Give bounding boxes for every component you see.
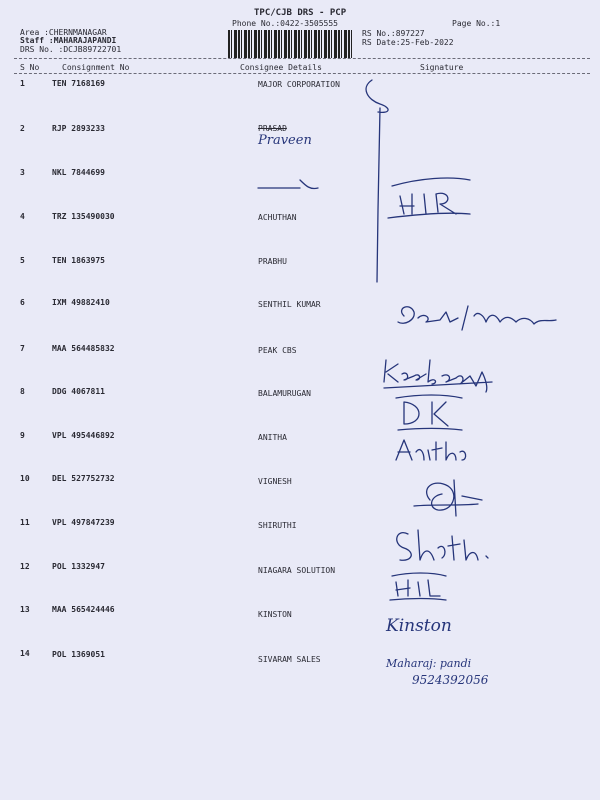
row-consignee: PRABHU [258,257,287,266]
dash-signature [258,180,318,189]
row-consignee: BALAMURUGAN [258,389,311,398]
phone-number: Phone No.:0422-3505555 [232,19,338,28]
row-sno: 9 [20,431,25,440]
row-consignee: VIGNESH [258,477,292,486]
rs-date: RS Date:25-Feb-2022 [362,38,454,47]
rs-number: RS No.:897227 [362,29,425,38]
row-consignee: ANITHA [258,433,287,442]
row-sno: 4 [20,212,25,221]
row-consignment: POL 1332947 [52,562,105,571]
row-consignment: DDG 4067811 [52,387,105,396]
row-consignment: TEN 1863975 [52,256,105,265]
row-consignee: PEAK CBS [258,346,297,355]
row-sno: 6 [20,298,25,307]
drs-number: DRS No. :DCJB89722701 [20,45,122,54]
row-consignment: MAA 564485832 [52,344,115,353]
row-sno: 3 [20,168,25,177]
document-title: TPC/CJB DRS - PCP [254,8,347,18]
senthil-signature [398,306,556,330]
row-consignee: SIVARAM SALES [258,655,321,664]
bracket-signature [366,80,388,282]
row-consignment: DEL 527752732 [52,474,115,483]
col-consignment: Consignment No [62,63,130,72]
handwritten-name: Praveen [258,133,312,148]
row-consignment: RJP 2893233 [52,124,105,133]
col-signature: Signature [420,63,464,72]
row-consignment: TEN 7168169 [52,79,105,88]
anitha-signature [396,440,466,460]
hir-signature [388,178,470,218]
row-sno: 1 [20,79,25,88]
maharajpandi-signature: Maharaj: pandi [386,657,472,670]
row-consignee: ACHUTHAN [258,213,297,222]
dk-signature [396,395,462,430]
row-sno: 5 [20,256,25,265]
row-consignee-struck: PRASAD [258,124,287,133]
row-consignment: MAA 565424446 [52,605,115,614]
row-consignment: NKL 7844699 [52,168,105,177]
row-consignment: TRZ 135490030 [52,212,115,221]
page-number: Page No.:1 [452,19,501,28]
row-consignee: SHIRUTHI [258,521,297,530]
col-consignee: Consignee Details [240,63,322,72]
staff-label: Staff :MAHARAJAPANDI [20,36,117,45]
row-consignee: MAJOR CORPORATION [258,80,340,89]
shiruthi-signature [397,530,488,560]
row-sno: 7 [20,344,25,353]
hil-signature [390,573,446,600]
row-sno: 14 [20,649,30,658]
col-sno: S No [20,63,40,72]
row-sno: 10 [20,474,30,483]
row-sno: 13 [20,605,30,614]
vignesh-signature [414,480,482,516]
phone-handwritten: 9524392056 [412,673,489,687]
row-sno: 2 [20,124,25,133]
row-consignment: POL 1369051 [52,650,105,659]
row-sno: 12 [20,562,30,571]
row-sno: 11 [20,518,30,527]
row-consignee: NIAGARA SOLUTION [258,566,336,575]
row-sno: 8 [20,387,25,396]
row-consignment: VPL 495446892 [52,431,115,440]
kinston-signature: Kinston [386,616,452,636]
row-consignment: VPL 497847239 [52,518,115,527]
row-consignee: KINSTON [258,610,292,619]
row-consignee: SENTHIL KUMAR [258,300,321,309]
peakcbs-signature [384,360,492,392]
row-consignment: IXM 49882410 [52,298,110,307]
area-label: Area :CHERNMANAGAR [20,28,107,37]
